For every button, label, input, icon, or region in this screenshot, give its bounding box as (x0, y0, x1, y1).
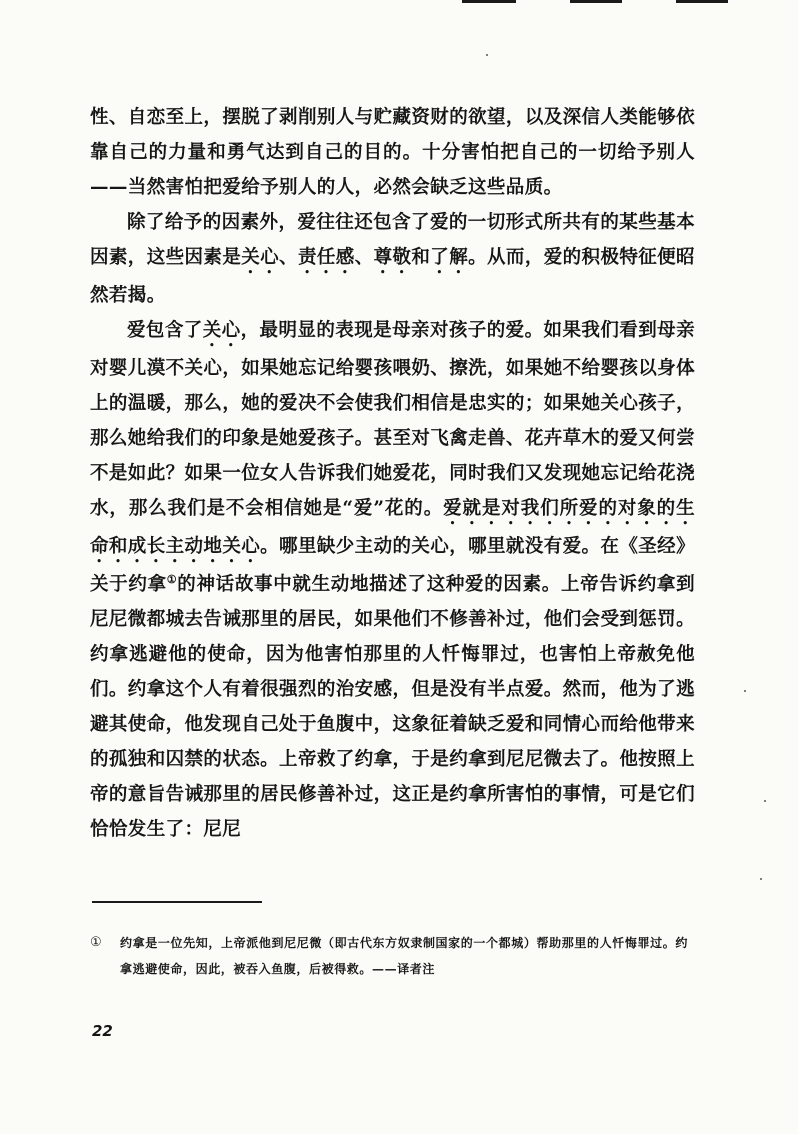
text-run: 除了给予的因素外，爱往往还包含了爱的一切形式所共有的某些基本因素，这些因素是 (90, 212, 695, 268)
emphasized-term: 爱就是对我们所爱的对象的生命和成长主动地关心 (90, 498, 695, 557)
header-rule-2 (570, 0, 622, 3)
text-run: 和 (411, 247, 431, 268)
emphasized-term: 责任感 (297, 247, 355, 268)
footnote-ref: ① (166, 572, 178, 586)
text-run: 性、自恋至上，摆脱了剥削别人与贮藏资财的欲望，以及深信人类能够依靠自己的力量和勇气达到自己的目的。十分害怕把自己的一切给予别人——当然害怕把爱给予别人的人，必然会缺乏这些品质。 (90, 107, 695, 198)
emphasized-term: 关心 (202, 320, 241, 341)
text-run: 。从而，爱的积极特征便昭然若揭。 (90, 247, 695, 306)
footnote-divider (92, 901, 262, 903)
emphasized-term: 关心 (241, 247, 280, 268)
header-rule-1 (462, 0, 516, 3)
text-run: 爱包含了 (127, 320, 203, 341)
text-run: ，最明显的表现是母亲对孩子的爱。如果我们看到母亲对婴儿漠不关心，如果她忘记给婴孩喂奶、擦洗，如果她不给婴孩以身体上的温暖，那么，她的爱决不会使我们相信是忠实的；如果她关心孩子，那么她给我们的印象是她爱孩子。甚至对飞禽走兽、花卉草木的爱又何尝不是如此？如果一位女人告诉我们她爱花，同时我们又发现她忘记给花浇水，那么我们是不会相信她是“爱”花的。 (90, 320, 695, 519)
paragraph (90, 100, 695, 205)
text-run: 的神话故事中就生动地描述了这种爱的因素。上帝告诉约拿到尼尼微都城去告诫那里的居民，如果他们不修善补过，他们会受到惩罚。约拿逃避他的使命，因为他害怕那里的人忏悔罪过，也害怕上帝赦免他们。约拿这个人有着很强烈的治安感，但是没有半点爱。然而，他为了逃避其使命，他发现自己处于鱼腹中，这象征着缺乏爱和同情心而给他带来的孤独和囚禁的状态。上帝救了约拿，于是约拿到尼尼微去了。他按照上帝的意旨告诫那里的居民修善补过，这正是约拿所害怕的事情，可是它们恰恰发生了：尼尼 (90, 574, 695, 840)
paragraph (90, 205, 695, 313)
header-rule-3 (676, 0, 728, 3)
text-run: 、 (354, 247, 374, 268)
footnote-text: 约拿是一位先知，上帝派他到尼尼微（即古代东方奴隶制国家的一个都城）帮助那里的人忏悔罪过。约拿逃避使命，因此，被吞入鱼腹，后被得救。——译者注 (120, 936, 688, 976)
text-run: 。哪里缺少主动的关心，哪里就没有爱。在《圣经》关于约拿 (90, 536, 695, 595)
emphasized-term: 了解 (430, 247, 469, 268)
page-number: 22 (92, 1022, 113, 1040)
paragraph (90, 313, 695, 847)
scan-speck (486, 54, 488, 56)
scan-speck (744, 690, 746, 692)
text-run: 、 (279, 247, 298, 268)
scan-speck (760, 878, 762, 880)
main-text (90, 100, 695, 847)
scan-speck (764, 800, 766, 802)
emphasized-term: 尊敬 (373, 247, 412, 268)
footnote-marker: ① (90, 935, 103, 950)
footnote (90, 930, 688, 982)
